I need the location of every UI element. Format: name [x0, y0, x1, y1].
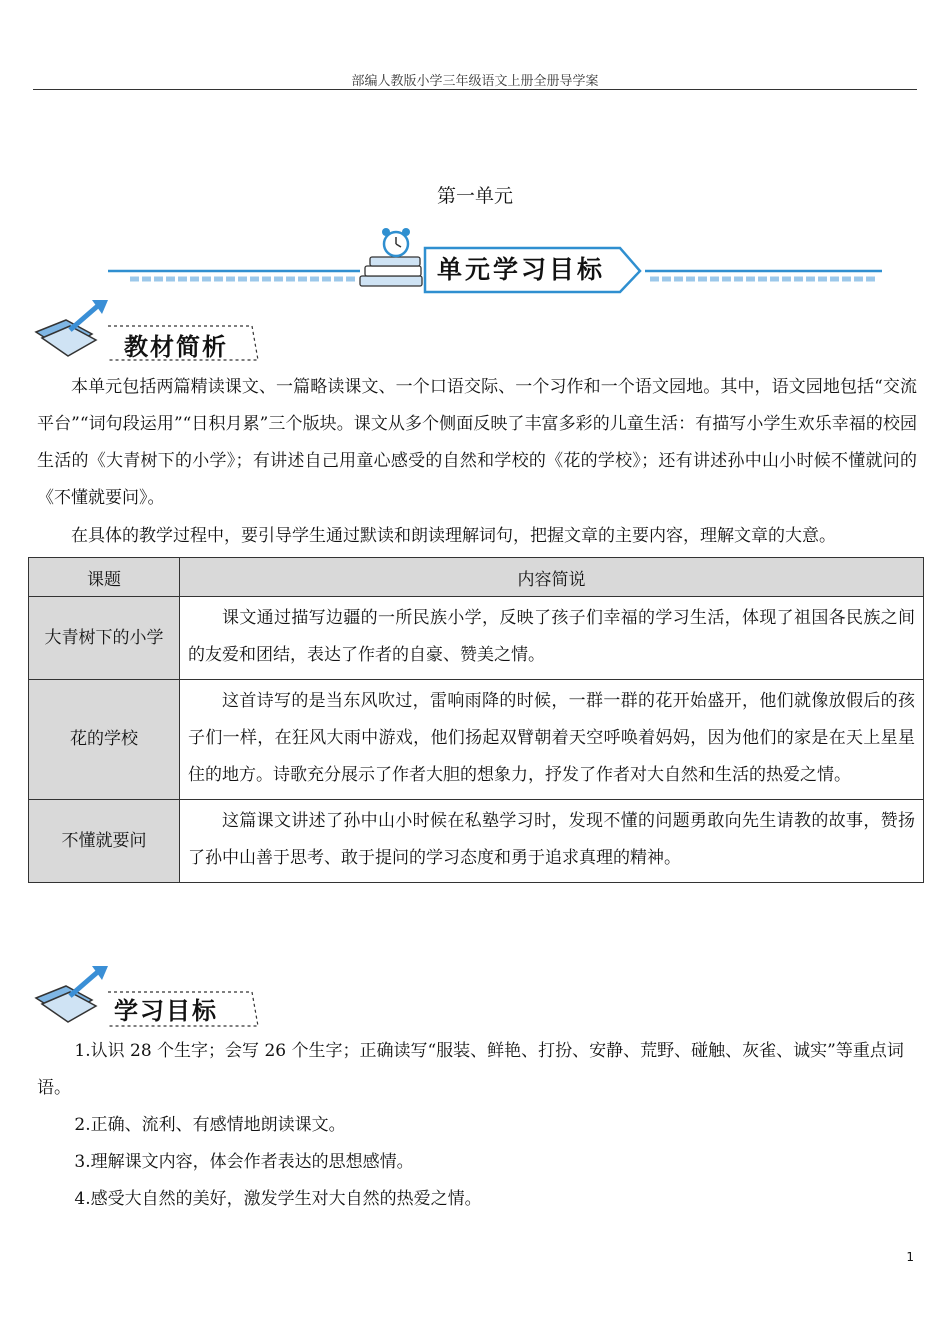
goal-item-3: 3.理解课文内容，体会作者表达的思想感情。 [74, 1152, 414, 1172]
unit-banner-title: 单元学习目标 [437, 255, 606, 284]
table-cell-summary: 这篇课文讲述了孙中山小时候在私塾学习时，发现不懂的问题勇敢向先生请教的故事，赞扬了孙中山善于思考、敢于提问的学习态度和勇于追求真理的精神。 [180, 800, 924, 883]
goal-item-2: 2.正确、流利、有感情地朗读课文。 [74, 1115, 346, 1135]
textbook-paragraph-1: 本单元包括两篇精读课文、一篇略读课文、一个口语交际、一个习作和一个语文园地。其中，语文园地包括“交流平台”“词句段运用”“日积月累”三个版块。课文从多个侧面反映了丰富多彩的儿童生活：有描写小学生欢乐幸福的校园生活的《大青树下的小学》；有讲述自己用童心感受的自然和学校的《花的学校》；还有讲述孙中山小时候不懂就问的《不懂就要问》。 [37, 377, 917, 508]
page-number: 1 [906, 1250, 914, 1264]
goal-item-4: 4.感受大自然的美好，激发学生对大自然的热爱之情。 [74, 1189, 482, 1209]
table-cell-summary: 这首诗写的是当东风吹过，雷响雨降的时候，一群一群的花开始盛开，他们就像放假后的孩子们一样，在狂风大雨中游戏，他们扬起双臂朝着天空呼唤着妈妈，因为他们的家是在天上星星住的地方。诗歌充分展示了作者大胆的想象力，抒发了作者对大自然和生活的热爱之情。 [180, 680, 924, 800]
book-icon [36, 986, 96, 1022]
book-icon [36, 320, 96, 356]
goal-item-1: 1.认识 28 个生字；会写 26 个生字；正确读写“服装、鲜艳、打扮、安静、荒野、碰触、灰雀、诚实”等重点词语。 [37, 1041, 904, 1098]
table-header-topic: 课题 [29, 558, 180, 597]
table-cell-topic: 不懂就要问 [29, 800, 180, 883]
textbook-section-heading: 教材简析 [124, 333, 228, 361]
arrow-icon [70, 300, 108, 330]
running-header: 部编人教版小学三年级语文上册全册导学案 [351, 74, 599, 89]
unit-title: 第一单元 [436, 185, 513, 207]
arrow-icon [70, 966, 108, 996]
table-cell-summary: 课文通过描写边疆的一所民族小学，反映了孩子们幸福的学习生活，体现了祖国各民族之间的友爱和团结，表达了作者的自豪、赞美之情。 [180, 597, 924, 680]
table-header-row [29, 558, 924, 597]
table-cell-topic: 大青树下的小学 [29, 597, 180, 680]
lesson-table [28, 557, 924, 883]
goals-section-heading: 学习目标 [114, 997, 218, 1025]
table-row [29, 680, 924, 800]
book-stack-icon [360, 257, 422, 286]
table-row [29, 800, 924, 883]
textbook-paragraph-2: 在具体的教学过程中，要引导学生通过默读和朗读理解词句，把握文章的主要内容，理解文章的大意。 [71, 526, 836, 546]
table-header-summary: 内容简说 [180, 558, 924, 597]
table-cell-topic: 花的学校 [29, 680, 180, 800]
table-row [29, 597, 924, 680]
header-rule [33, 89, 917, 90]
alarm-clock-icon [382, 228, 410, 256]
